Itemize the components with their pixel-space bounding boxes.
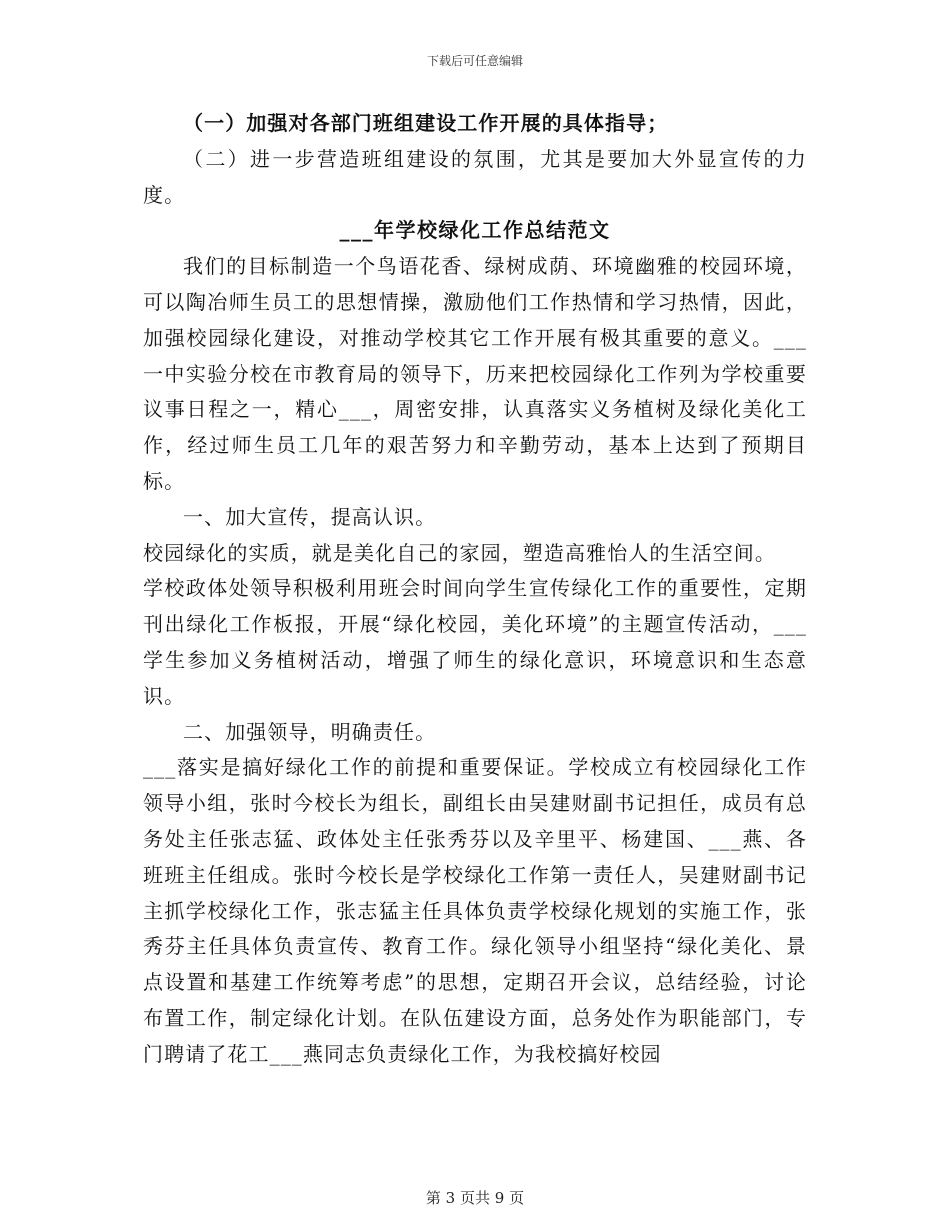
section-heading-leadership: 二、加强领导，明确责任。: [183, 719, 437, 744]
paragraph-publicity: 学校政体处领导积极利用班会时间向学生宣传绿化工作的重要性，定期刊出绿化工作板报，开展“绿化校园，美化环境”的主题宣传活动，___学生参加义务植树活动，增强了师生的绿化意识，环境意识和生态意识。: [143, 576, 807, 708]
document-title: ___年学校绿化工作总结范文: [339, 218, 611, 243]
paragraph-guidance: （一）加强对各部门班组建设工作开展的具体指导；: [183, 111, 669, 135]
paragraph-leadership: ___落实是搞好绿化工作的前提和重要保证。学校成立有校园绿化工作领导小组，张时今校长为组长，副组长由吴建财副书记担任，成员有总务处主任张志猛、政体处主任张秀芬以及辛里平、杨建国、___燕、各班班主任组成。张时今校长是学校绿化工作第一责任人，吴建财副书记主抓学校绿化工作，张志猛主任具体负责学校绿化规划的实施工作，张秀芬主任具体负责宣传、教育工作。绿化领导小组坚持“绿化美化、景点设置和基建工作统筹考虑”的思想，定期召开会议，总结经验，讨论布置工作，制定绿化计划。在队伍建设方面，总务处作为职能部门，专门聘请了花工___燕同志负责绿化工作，为我校搞好校园: [143, 755, 807, 1066]
page-header: 下载后可任意编辑: [426, 54, 523, 68]
paragraph-greening-essence: 校园绿化的实质，就是美化自己的家园，塑造高雅怡人的生活空间。: [143, 540, 776, 565]
paragraph-atmosphere: （二）进一步营造班组建设的氛围，尤其是要加大外显宣传的力度。: [143, 146, 807, 207]
paragraph-goal: 我们的目标制造一个鸟语花香、绿树成荫、环境幽雅的校园环境，可以陶冶师生员工的思想情操，激励他们工作热情和学习热情，因此，加强校园绿化建设，对推动学校其它工作开展有极其重要的意义。___一中实验分校在市教育局的领导下，历来把校园绿化工作列为学校重要议事日程之一，精心___，周密安排，认真落实义务植树及绿化美化工作，经过师生员工几年的艰苦努力和辛勤劳动，基本上达到了预期目标。: [143, 254, 807, 493]
page-footer: 第 3 页共 9 页: [425, 1189, 525, 1207]
document-body: [143, 106, 807, 1073]
section-heading-publicity: 一、加大宣传，提高认识。: [183, 504, 437, 529]
